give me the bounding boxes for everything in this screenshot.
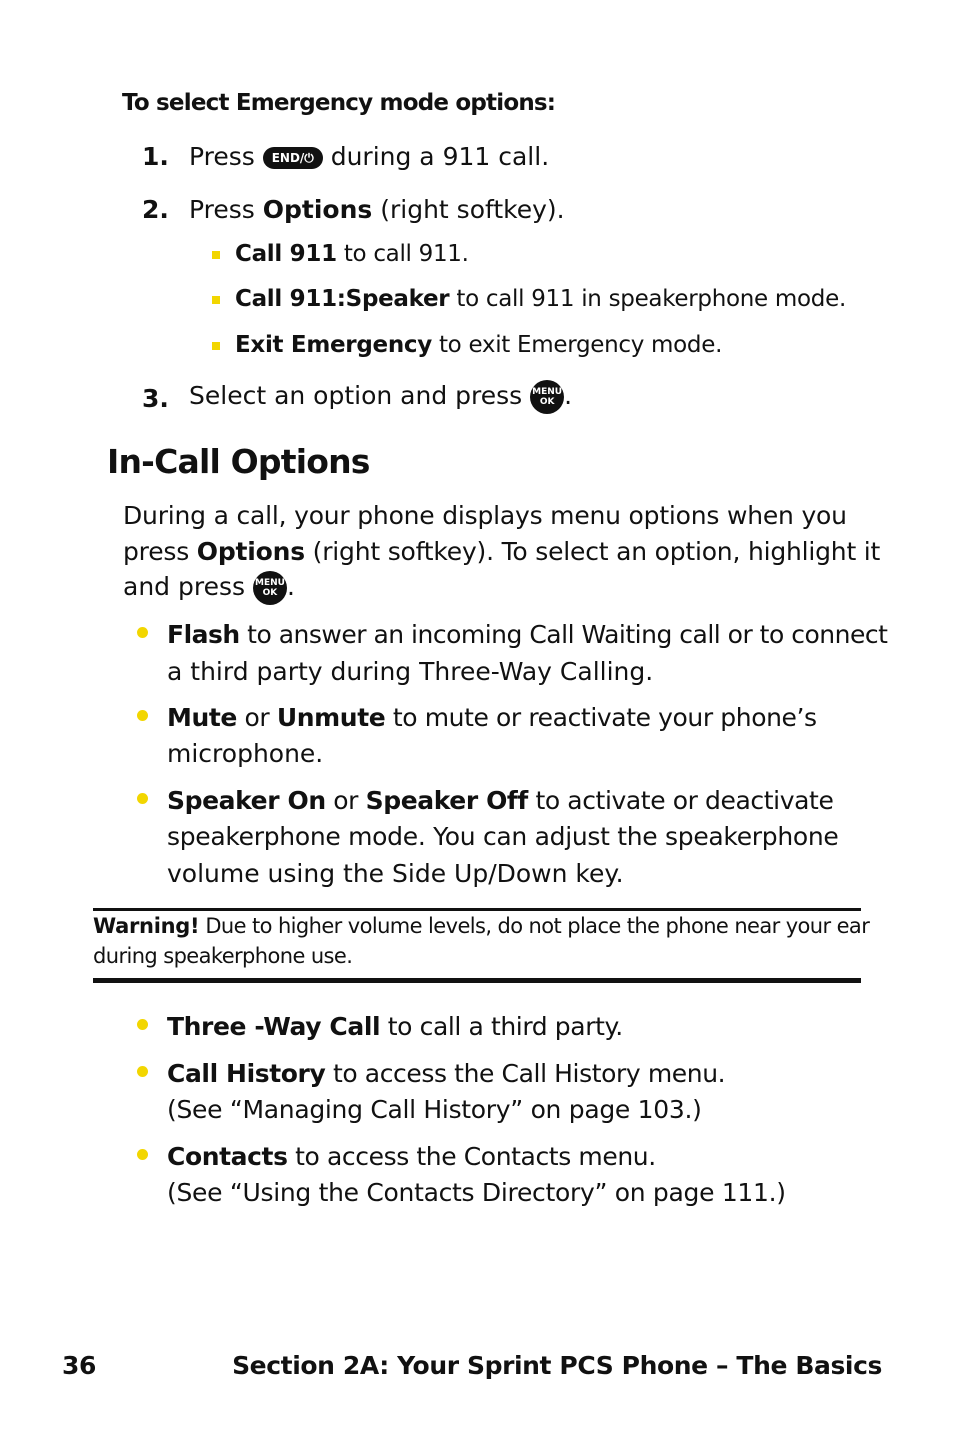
intro-text: press: [123, 537, 190, 566]
bullet-text: to access the Contacts menu.: [295, 1142, 656, 1171]
step-text: Select an option and press: [189, 381, 523, 410]
bullet-item: [167, 1059, 725, 1088]
sub-option-text: to exit Emergency mode.: [438, 332, 723, 358]
section-footer: Section 2A: Your Sprint PCS Phone – The Basics: [232, 1351, 882, 1380]
menu-ok-key-icon: MENU OK: [253, 571, 287, 605]
bullet-bold: Speaker Off: [365, 786, 528, 815]
round-bullet-icon: [137, 1019, 148, 1030]
bullet-continuation: microphone.: [167, 739, 324, 768]
bullet-item: [167, 620, 887, 649]
section-heading: In-Call Options: [107, 442, 370, 481]
warning-bottom-rule: [93, 978, 861, 983]
intro-line-2: [123, 537, 880, 566]
sub-option: [235, 332, 722, 358]
intro-text: and press: [123, 572, 246, 601]
bullet-text: to activate or deactivate: [535, 786, 834, 815]
warning-top-rule: [93, 908, 861, 911]
round-bullet-icon: [137, 627, 148, 638]
step-3: [189, 380, 572, 414]
square-bullet-icon: [212, 251, 220, 259]
step-text: during a 911 call.: [330, 142, 550, 171]
step-number: 2.: [142, 195, 169, 224]
intro-text: (right softkey). To select an option, highlight it: [312, 537, 881, 566]
sub-option-text: to call 911 in speakerphone mode.: [456, 286, 846, 312]
bullet-continuation: (See “Managing Call History” on page 103.): [167, 1095, 702, 1124]
bullet-bold: Call History: [167, 1059, 326, 1088]
square-bullet-icon: [212, 342, 220, 350]
bullet-text: to mute or reactivate your phone’s: [392, 703, 817, 732]
bullet-continuation: a third party during Three-Way Calling.: [167, 657, 654, 686]
warning-text: Due to higher volume levels, do not place the phone near your ear: [205, 914, 870, 938]
sub-option-text: to call 911.: [343, 241, 469, 267]
step-text: (right softkey).: [380, 195, 565, 224]
page-number: 36: [62, 1351, 96, 1380]
round-bullet-icon: [137, 1066, 148, 1077]
step-1: [189, 142, 549, 171]
bullet-item: [167, 1142, 656, 1171]
bullet-bold: Speaker On: [167, 786, 326, 815]
warning-line-2: during speakerphone use.: [93, 944, 353, 968]
step-number: 1.: [142, 142, 169, 171]
bullet-continuation: speakerphone mode. You can adjust the speakerphone: [167, 822, 839, 851]
intro-text: .: [286, 572, 295, 601]
sub-option-bold: Call 911: [235, 241, 337, 267]
bullet-bold: Unmute: [276, 703, 386, 732]
sub-option: [235, 241, 469, 267]
warning-line-1: [93, 914, 869, 938]
warning-label: Warning!: [93, 914, 200, 938]
sub-option-bold: Call 911:Speaker: [235, 286, 450, 312]
step-2: [189, 195, 565, 224]
bullet-bold: Flash: [167, 620, 240, 649]
sub-option-bold: Exit Emergency: [235, 332, 432, 358]
round-bullet-icon: [137, 793, 148, 804]
intro-line-1: During a call, your phone displays menu options when you: [123, 501, 847, 530]
intro-line-3: [123, 571, 295, 605]
bullet-continuation: (See “Using the Contacts Directory” on page 111.): [167, 1178, 786, 1207]
bullet-item: [167, 703, 817, 732]
square-bullet-icon: [212, 296, 220, 304]
step-number: 3.: [142, 384, 169, 413]
step-text: Press: [189, 142, 255, 171]
menu-ok-key-icon: MENU OK: [530, 380, 564, 414]
round-bullet-icon: [137, 710, 148, 721]
intro-bold: Options: [196, 537, 305, 566]
end-key-icon: END/⏻: [263, 147, 323, 169]
step-text: Press: [189, 195, 255, 224]
bullet-bold: Three -Way Call: [167, 1012, 381, 1041]
bullet-text: or: [333, 786, 359, 815]
step-bold: Options: [262, 195, 373, 224]
bullet-continuation: volume using the Side Up/Down key.: [167, 859, 624, 888]
bullet-text: to call a third party.: [387, 1012, 623, 1041]
bullet-bold: Mute: [167, 703, 237, 732]
steps-title: To select Emergency mode options:: [122, 90, 556, 116]
bullet-text: or: [244, 703, 270, 732]
bullet-text: to answer an incoming Call Waiting call or to connect: [247, 620, 888, 649]
bullet-item: [167, 786, 833, 815]
bullet-bold: Contacts: [167, 1142, 288, 1171]
step-text: .: [564, 381, 573, 410]
round-bullet-icon: [137, 1149, 148, 1160]
bullet-item: [167, 1012, 623, 1041]
bullet-text: to access the Call History menu.: [332, 1059, 726, 1088]
sub-option: [235, 286, 846, 312]
